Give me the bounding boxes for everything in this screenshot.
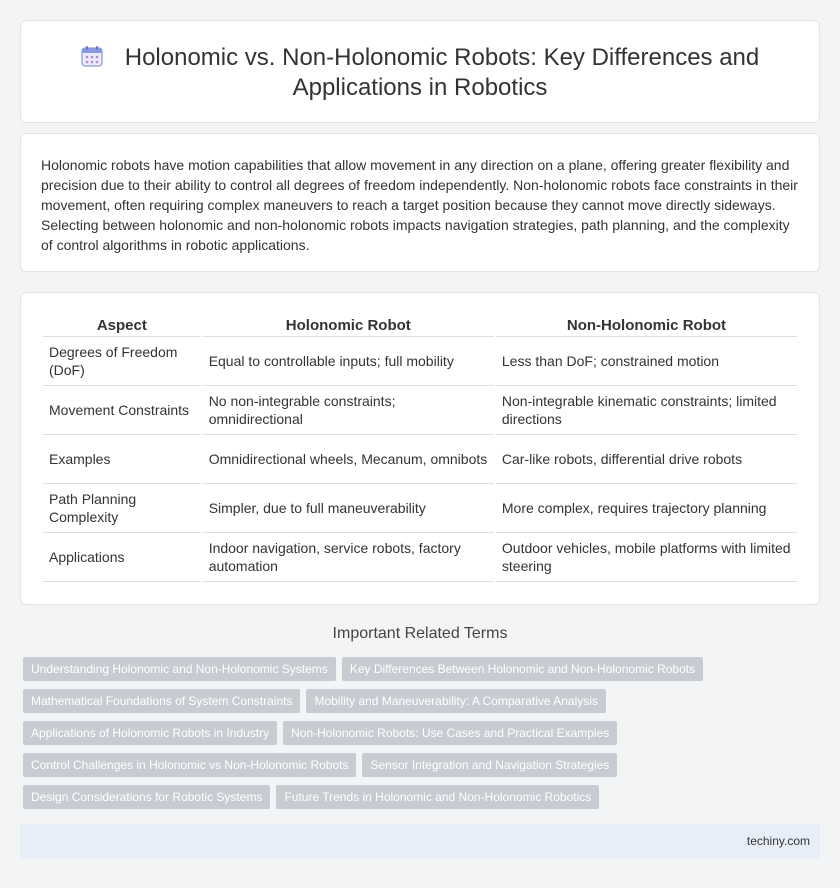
comparison-table xyxy=(41,315,799,582)
related-term-link[interactable]: Mobility and Maneuverability: A Comparative Analysis xyxy=(306,689,605,713)
related-term-link[interactable]: Mathematical Foundations of System Constraints xyxy=(23,689,300,713)
table-row xyxy=(43,435,797,484)
row-non-holonomic: Less than DoF; constrained motion xyxy=(496,337,797,386)
related-terms-list xyxy=(20,657,820,817)
intro-paragraph: Holonomic robots have motion capabilities that allow movement in any direction on a plane, offering greater flexibility and precision due to their ability to control all degrees of freedom independently. Non-holonomic robots face constraints in their movement, often requiring complex maneuvers to reach a target position because they cannot move directly sideways. Selecting between holonomic and non-holonomic robots impacts navigation strategies, path planning, and the complexity of control algorithms in robotic applications. xyxy=(41,157,798,253)
row-aspect: Examples xyxy=(43,435,201,484)
row-aspect: Degrees of Freedom (DoF) xyxy=(43,337,201,386)
intro-card xyxy=(20,133,820,272)
row-aspect: Applications xyxy=(43,533,201,582)
related-term-link[interactable]: Sensor Integration and Navigation Strategies xyxy=(362,753,617,777)
related-term-link[interactable]: Design Considerations for Robotic Systems xyxy=(23,785,270,809)
table-row xyxy=(43,337,797,386)
header-card xyxy=(20,20,820,123)
tag-row xyxy=(20,785,820,817)
tag-row xyxy=(20,753,820,785)
table-header-row xyxy=(43,315,797,337)
tag-row xyxy=(20,689,820,721)
row-holonomic: Indoor navigation, service robots, factory automation xyxy=(203,533,494,582)
related-term-link[interactable]: Control Challenges in Holonomic vs Non-Holonomic Robots xyxy=(23,753,356,777)
row-holonomic: No non-integrable constraints; omnidirectional xyxy=(203,386,494,435)
site-name[interactable]: techiny.com xyxy=(746,834,810,848)
row-non-holonomic: Outdoor vehicles, mobile platforms with limited steering xyxy=(496,533,797,582)
tag-row xyxy=(20,721,820,753)
related-term-link[interactable]: Non-Holonomic Robots: Use Cases and Practical Examples xyxy=(283,721,617,745)
row-non-holonomic: Non-integrable kinematic constraints; limited directions xyxy=(496,386,797,435)
row-aspect: Movement Constraints xyxy=(43,386,201,435)
table-row xyxy=(43,386,797,435)
row-non-holonomic: Car-like robots, differential drive robots xyxy=(496,435,797,484)
row-holonomic: Simpler, due to full maneuverability xyxy=(203,484,494,533)
row-non-holonomic: More complex, requires trajectory planning xyxy=(496,484,797,533)
calendar-icon xyxy=(81,45,103,67)
page-title-row xyxy=(61,43,779,103)
related-term-link[interactable]: Understanding Holonomic and Non-Holonomic Systems xyxy=(23,657,336,681)
header-aspect: Aspect xyxy=(43,315,201,337)
table-row xyxy=(43,533,797,582)
row-aspect: Path Planning Complexity xyxy=(43,484,201,533)
related-terms-heading: Important Related Terms xyxy=(332,625,508,642)
tag-row xyxy=(20,657,820,689)
page-title: Holonomic vs. Non-Holonomic Robots: Key Differences and Applications in Robotics xyxy=(124,44,760,101)
related-term-link[interactable]: Future Trends in Holonomic and Non-Holonomic Robotics xyxy=(276,785,599,809)
row-holonomic: Omnidirectional wheels, Mecanum, omnibots xyxy=(203,435,494,484)
comparison-table-card xyxy=(20,292,820,605)
table-row xyxy=(43,484,797,533)
footer-bar xyxy=(20,824,820,858)
related-term-link[interactable]: Key Differences Between Holonomic and Non-Holonomic Robots xyxy=(342,657,703,681)
row-holonomic: Equal to controllable inputs; full mobility xyxy=(203,337,494,386)
header-non-holonomic: Non-Holonomic Robot xyxy=(496,315,797,337)
header-holonomic: Holonomic Robot xyxy=(203,315,494,337)
related-term-link[interactable]: Applications of Holonomic Robots in Industry xyxy=(23,721,277,745)
